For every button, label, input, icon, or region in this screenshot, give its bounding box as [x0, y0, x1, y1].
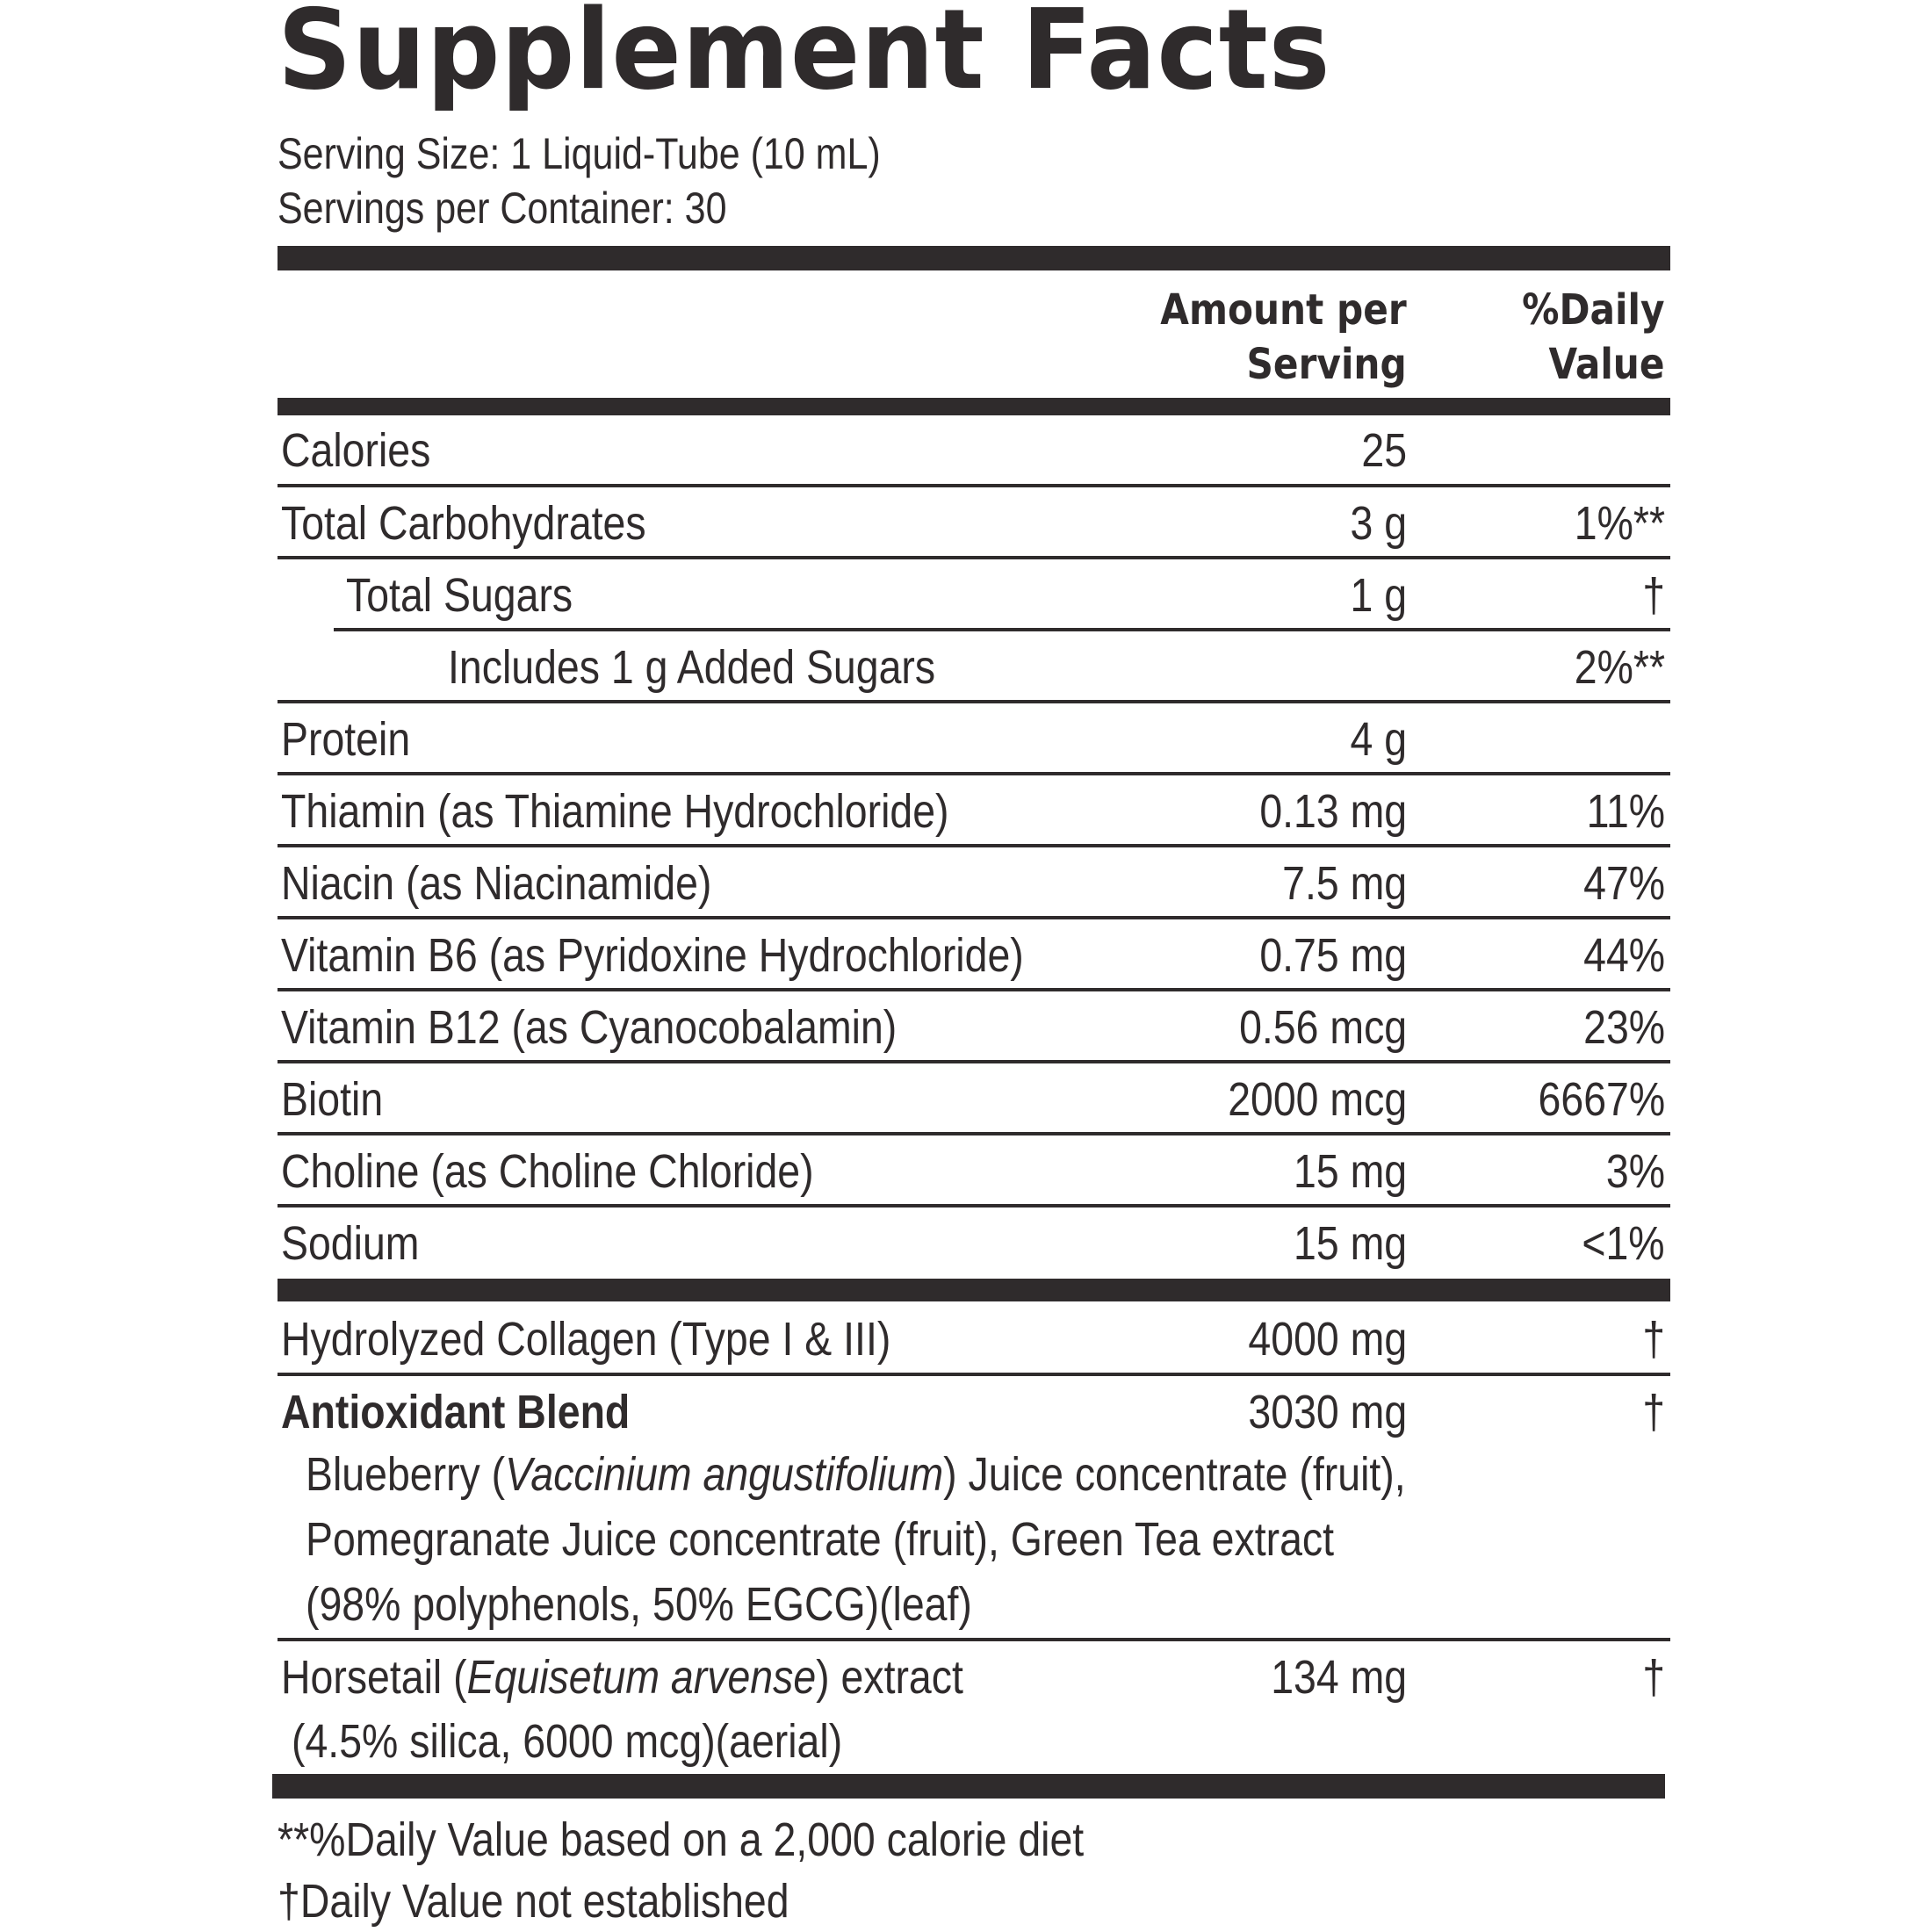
nutrient-row-thiamin: [278, 775, 1670, 847]
blend-name: Antioxidant Blend: [281, 1386, 631, 1438]
nutrient-daily-value: 23%: [1583, 1001, 1665, 1054]
mid-thick-bar: [278, 1279, 1670, 1301]
ingredient-row-collagen: [278, 1303, 1670, 1375]
nutrient-amount: 2000 mcg: [1228, 1073, 1407, 1126]
servings-per-container: Servings per Container: 30: [278, 184, 727, 233]
nutrient-amount: 7.5 mg: [1282, 857, 1407, 910]
panel-title: Supplement Facts: [278, 0, 1331, 114]
blend-line-1-pre: Blueberry (: [306, 1448, 506, 1501]
nutrient-row-added-sugars: [278, 631, 1670, 703]
horsetail-daily-value: †: [1642, 1651, 1665, 1704]
horsetail-detail: (4.5% silica, 6000 mcg)(aerial): [292, 1715, 843, 1768]
nutrient-row-calories: [278, 415, 1670, 487]
nutrient-amount: 0.13 mg: [1259, 785, 1407, 838]
nutrient-amount: 25: [1361, 424, 1407, 477]
nutrient-name: Calories: [281, 424, 431, 477]
nutrient-row-vitamin-b12: [278, 991, 1670, 1063]
supplement-facts-panel: [278, 0, 1670, 1932]
blend-line-1: [306, 1442, 1406, 1507]
nutrient-daily-value: 2%**: [1574, 641, 1665, 694]
horsetail-name-post: ) extract: [816, 1651, 963, 1704]
header-daily-value: %Daily Value: [1522, 285, 1665, 389]
nutrient-row-vitamin-b6: [278, 919, 1670, 991]
nutrient-daily-value: 6667%: [1538, 1073, 1665, 1126]
bottom-thick-bar: [272, 1774, 1665, 1799]
blend-amount: 3030 mg: [1248, 1386, 1407, 1438]
nutrient-daily-value: †: [1642, 569, 1665, 622]
nutrient-daily-value: 3%: [1605, 1145, 1665, 1198]
blend-line-1-post: ) Juice concentrate (fruit),: [943, 1448, 1406, 1501]
nutrient-name: Total Sugars: [346, 569, 573, 622]
footnote-daily-value-basis: **%Daily Value based on a 2,000 calorie diet: [278, 1813, 1085, 1866]
nutrient-row-total-sugars: [278, 559, 1670, 631]
ingredient-amount: 4000 mg: [1248, 1313, 1407, 1366]
blend-ingredients: [306, 1442, 1406, 1637]
nutrient-amount: 15 mg: [1293, 1217, 1407, 1270]
header-amount-per-serving: Amount per Serving: [1160, 285, 1407, 389]
nutrient-name: Includes 1 g Added Sugars: [448, 641, 936, 694]
nutrient-amount: 0.75 mg: [1259, 929, 1407, 982]
nutrient-daily-value: 1%**: [1574, 497, 1665, 550]
nutrient-daily-value: <1%: [1582, 1217, 1665, 1270]
nutrient-name: Biotin: [281, 1073, 384, 1126]
nutrient-amount: 0.56 mcg: [1238, 1001, 1407, 1054]
blend-daily-value: †: [1642, 1386, 1665, 1438]
nutrient-name: Niacin (as Niacinamide): [281, 857, 712, 910]
blend-line-2: Pomegranate Juice concentrate (fruit), Green Tea extract: [306, 1513, 1335, 1566]
nutrient-daily-value: 47%: [1583, 857, 1665, 910]
nutrient-row-sodium: [278, 1208, 1670, 1280]
ingredient-daily-value: †: [1642, 1313, 1665, 1366]
ingredient-name: Hydrolyzed Collagen (Type I & III): [281, 1313, 891, 1366]
footnote-not-established: †Daily Value not established: [278, 1875, 789, 1928]
horsetail-name-pre: Horsetail (: [281, 1651, 467, 1704]
nutrient-amount: 1 g: [1350, 569, 1407, 622]
horsetail-amount: 134 mg: [1271, 1651, 1407, 1704]
ingredient-row-antioxidant-blend: [278, 1376, 1670, 1448]
nutrient-name: Choline (as Choline Chloride): [281, 1145, 814, 1198]
nutrient-row-protein: [278, 703, 1670, 775]
nutrient-name: Vitamin B12 (as Cyanocobalamin): [281, 1001, 898, 1054]
nutrient-name: Total Carbohydrates: [281, 497, 646, 550]
serving-size: Serving Size: 1 Liquid-Tube (10 mL): [278, 129, 881, 178]
nutrient-name: Vitamin B6 (as Pyridoxine Hydrochloride): [281, 929, 1024, 982]
nutrient-amount: 4 g: [1350, 713, 1407, 766]
nutrient-name: Thiamin (as Thiamine Hydrochloride): [281, 785, 949, 838]
nutrient-name: Protein: [281, 713, 411, 766]
nutrient-row-total-carbohydrates: [278, 487, 1670, 559]
blend-line-1-latin: Vaccinium angustifolium: [505, 1448, 944, 1501]
nutrient-amount: 15 mg: [1293, 1145, 1407, 1198]
header-bottom-bar: [278, 398, 1670, 415]
nutrient-daily-value: 44%: [1583, 929, 1665, 982]
blend-line-3: (98% polyphenols, 50% EGCG)(leaf): [306, 1578, 972, 1631]
nutrient-row-niacin: [278, 847, 1670, 919]
top-thick-bar: [278, 246, 1670, 270]
horsetail-name: [281, 1641, 963, 1713]
ingredient-row-horsetail: [278, 1641, 1670, 1713]
horsetail-latin-name: Equisetum arvense: [466, 1651, 817, 1704]
nutrient-row-choline: [278, 1135, 1670, 1208]
nutrient-row-biotin: [278, 1063, 1670, 1135]
nutrient-daily-value: 11%: [1586, 785, 1665, 838]
nutrient-name: Sodium: [281, 1217, 420, 1270]
nutrient-amount: 3 g: [1350, 497, 1407, 550]
